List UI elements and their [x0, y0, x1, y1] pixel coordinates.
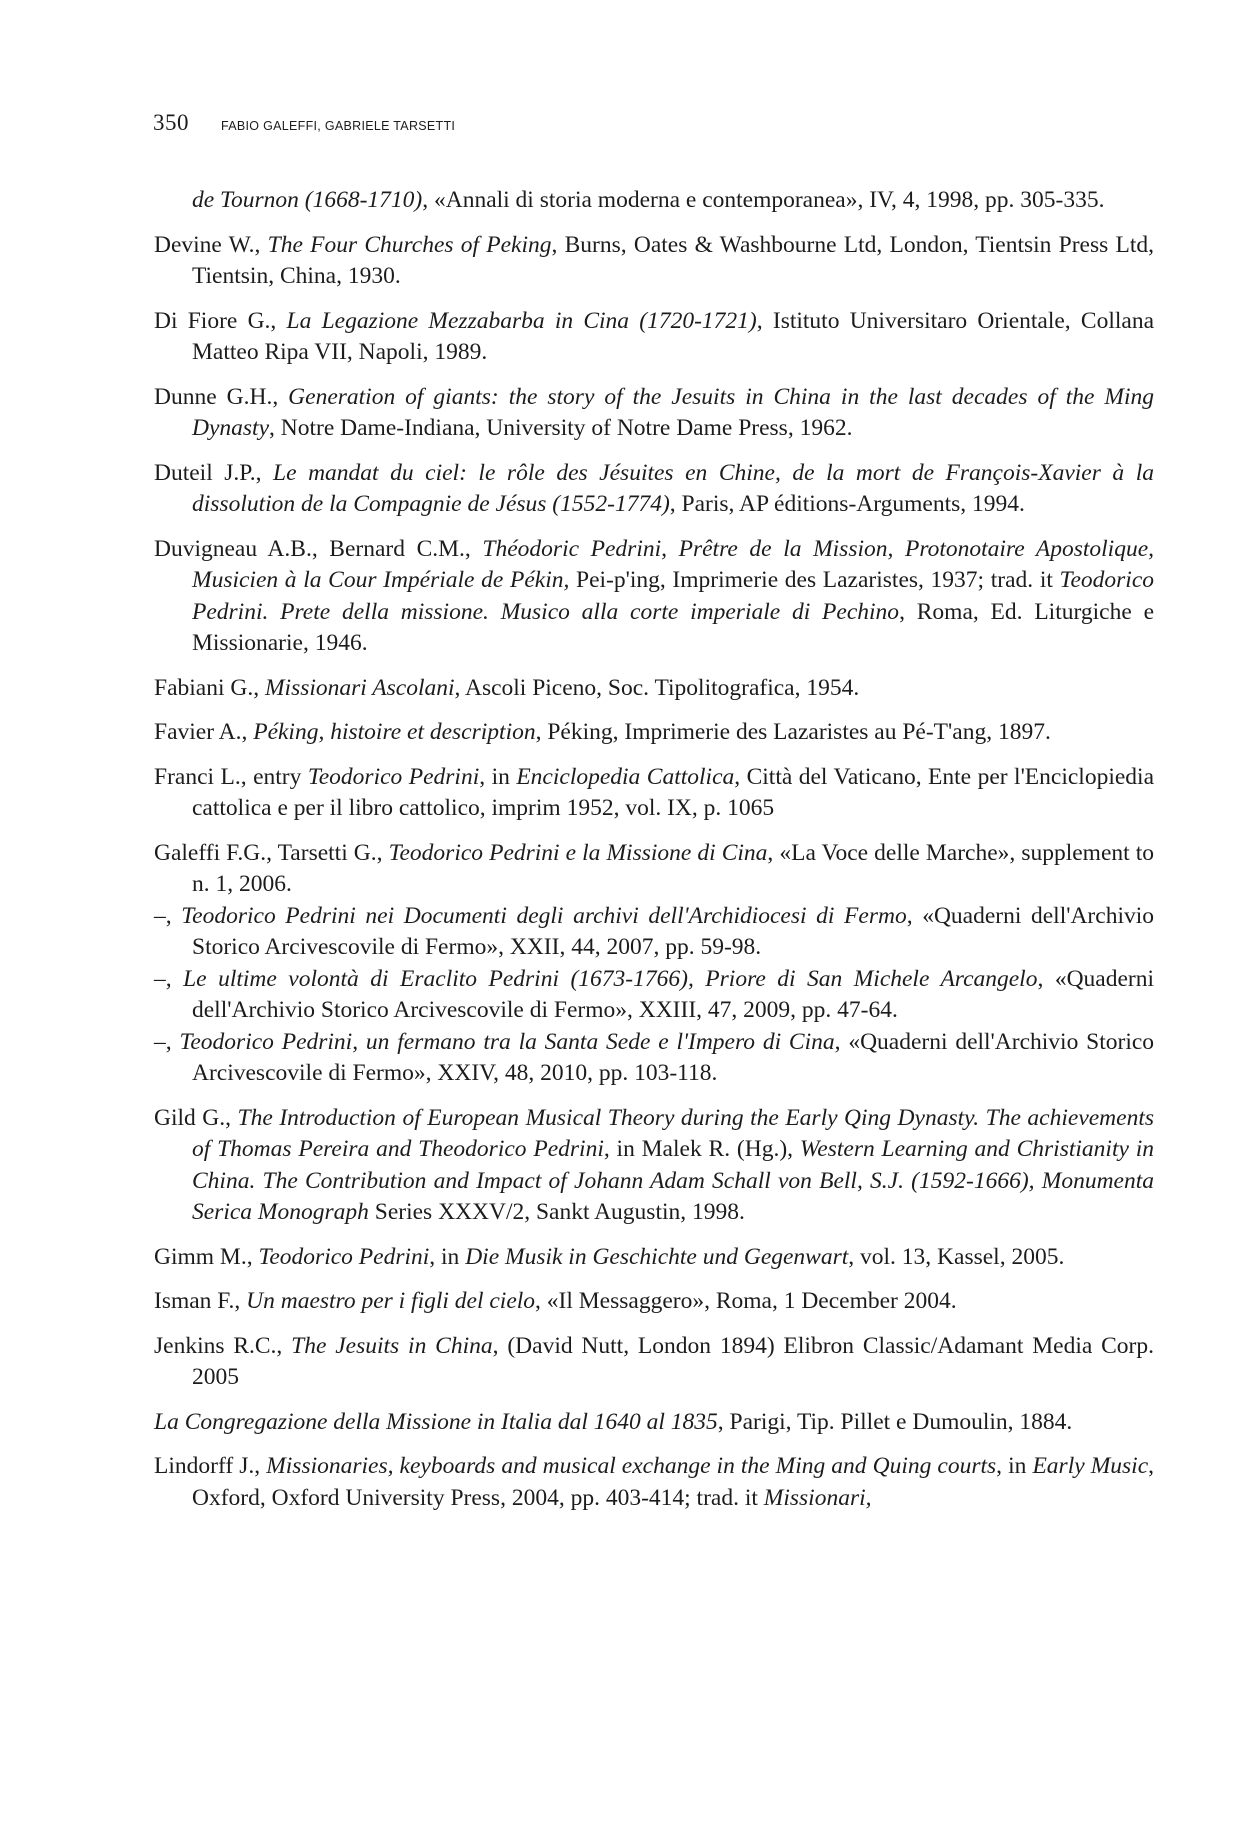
entry-text: , «Quaderni dell'Archivio Storico Arcivescovile di Fermo», XXIV, 48, 2010, pp. 103-118. — [192, 1028, 1155, 1086]
entry-text: , in — [479, 763, 517, 790]
entry-text: , Oxford, Oxford University Press, 2004, pp. 403-414; trad. it — [192, 1453, 1155, 1511]
running-head — [153, 110, 455, 136]
entry-text: , Parigi, Tip. Pillet e Dumoulin, 1884. — [717, 1408, 1073, 1435]
entry-title-italic: Enciclopedia Cattolica — [516, 763, 735, 790]
bibliography-entry — [154, 964, 1154, 1027]
entry-title-italic: Early Music — [1032, 1453, 1149, 1479]
entry-text: Galeffi F.G., Tarsetti G., — [154, 839, 389, 866]
bibliography-entry — [154, 306, 1154, 369]
entry-text: , «La Voce delle Marche», supplement to n. 1, 2006. — [192, 839, 1154, 897]
entry-text: Pei-p'ing, Imprimerie des Lazaristes, 1937; trad. it — [569, 567, 1060, 593]
entry-title-italic: La Legazione Mezzabarba in Cina (1720-1721) — [286, 307, 757, 334]
entry-text: Devine W., — [154, 231, 268, 258]
entry-title-italic: Le mandat du ciel: le rôle des Jésuites en Chine, de la mort de François-Xavier à la dissolution de la Compagnie de Jésus (1552-1774) — [192, 459, 1154, 517]
entry-text: Gild G., — [154, 1104, 238, 1131]
entry-text: Franci L., entry — [154, 763, 308, 790]
entry-title-italic: Péking, histoire et description — [253, 719, 536, 745]
entry-text: , Paris, AP éditions-Arguments, 1994. — [669, 491, 1025, 517]
entry-title-italic: Generation of giants: the story of the Jesuits in China in the last decades of the Ming Dynasty — [192, 383, 1154, 441]
entry-title-italic: Western Learning and Christianity in China. The Contribution and Impact of Johann Adam Schall von Bell, S.J. (1592-1666), Monumenta Serica Monograph — [192, 1136, 1155, 1225]
entry-text: Duvigneau A.B., Bernard C.M., — [154, 535, 483, 562]
entry-title-italic: Teodorico Pedrini, un fermano tra la Santa Sede e l'Impero di Cina — [179, 1028, 835, 1055]
entry-text: Jenkins R.C., — [154, 1332, 292, 1359]
entry-text: Favier A., — [154, 719, 254, 745]
entry-title-italic: Théodoric Pedrini, Prêtre de la Mission, Protonotaire Apostolique, Musicien à la Cour Impériale de Pékin, — [192, 535, 1154, 593]
entry-text: –, — [154, 902, 182, 929]
entry-text: Duteil J.P., — [154, 459, 274, 486]
bibliography-entry — [154, 1286, 1154, 1318]
entry-text: , (David Nutt, London 1894) Elibron Classic/Adamant Media Corp. 2005 — [192, 1332, 1154, 1390]
entry-text: , Città del Vaticano, Ente per l'Enciclopiedia cattolica e per il libro cattolico, imprim 1952, vol. IX, p. 1065 — [192, 763, 1155, 821]
bibliography-entry — [154, 534, 1154, 660]
entry-text: –, — [154, 965, 184, 992]
entry-title-italic: The Jesuits in China — [291, 1332, 493, 1359]
page-number: 350 — [153, 110, 189, 135]
entry-title-italic: Missionaries, keyboards and musical exchange in the Ming and Quing courts — [266, 1453, 997, 1479]
bibliography-entry — [154, 1103, 1154, 1229]
entry-text: , «Quaderni dell'Archivio Storico Arcivescovile di Fermo», XXIII, 47, 2009, pp. 47-64. — [192, 965, 1155, 1023]
entry-text: , in Malek R. (Hg.), — [603, 1136, 800, 1162]
entry-title-italic: Teodorico Pedrini e la Missione di Cina — [388, 839, 768, 866]
running-head-authors: FABIO GALEFFI, GABRIELE TARSETTI — [221, 119, 456, 133]
bibliography-entry — [154, 1451, 1154, 1514]
bibliography-entry — [154, 717, 1154, 749]
entry-text: Dunne G.H., — [154, 383, 289, 410]
entry-title-italic: Teodorico Pedrini — [307, 763, 480, 790]
bibliography-entry — [154, 762, 1154, 825]
entry-text: –, — [154, 1028, 180, 1055]
entry-title-italic: Missionari, — [763, 1484, 872, 1511]
entry-text: , in — [996, 1453, 1033, 1479]
entry-title-italic: Teodorico Pedrini. Prete della missione. Musico alla corte imperiale di Pechino — [192, 567, 1154, 625]
entry-text: Fabiani G., — [154, 674, 265, 701]
entry-text: , «Il Messaggero», Roma, 1 December 2004. — [535, 1288, 957, 1314]
entry-text: Di Fiore G., — [154, 307, 287, 334]
entry-text: , vol. 13, Kassel, 2005. — [848, 1243, 1065, 1270]
entry-text: Isman F., — [154, 1288, 247, 1314]
entry-title-italic: Le ultime volontà di Eraclito Pedrini (1673-1766), Priore di San Michele Arcangelo — [183, 965, 1038, 992]
entry-text: Series XXXV/2, Sankt Augustin, 1998. — [368, 1199, 745, 1225]
bibliography-entry — [154, 673, 1154, 705]
entry-title-italic: de Tournon (1668-1710) — [192, 187, 423, 213]
entry-text: , Notre Dame-Indiana, University of Notre Dame Press, 1962. — [269, 415, 853, 441]
entry-text: , Péking, Imprimerie des Lazaristes au Pé-T'ang, 1897. — [535, 719, 1051, 745]
entry-title-italic: Missionari Ascolani — [264, 674, 455, 701]
entry-text: , Roma, Ed. Liturgiche e Missionarie, 1946. — [192, 598, 1155, 656]
bibliography-entry — [154, 901, 1154, 964]
entry-text: , Istituto Universitaro Orientale, Collana Matteo Ripa VII, Napoli, 1989. — [192, 307, 1155, 365]
entry-title-italic: Un maestro per i figli del cielo — [246, 1288, 536, 1314]
bibliography-entry — [154, 230, 1154, 293]
bibliography-entry — [154, 458, 1154, 521]
entry-text: , «Quaderni dell'Archivio Storico Arcivescovile di Fermo», XXII, 44, 2007, pp. 59-98. — [192, 902, 1154, 960]
bibliography-entry — [154, 1331, 1154, 1394]
bibliography-list — [154, 185, 1154, 1527]
entry-text: , in — [429, 1243, 466, 1270]
bibliography-entry — [154, 838, 1154, 901]
entry-title-italic: The Introduction of European Musical Theory during the Early Qing Dynasty. The achievements of Thomas Pereira and Theodorico Pedrini — [192, 1104, 1155, 1162]
bibliography-entry — [154, 185, 1154, 217]
bibliography-entry — [154, 1242, 1154, 1274]
entry-title-italic: Die Musik in Geschichte und Gegenwart — [465, 1243, 849, 1270]
bibliography-entry — [154, 1027, 1154, 1090]
entry-title-italic: Teodorico Pedrini nei Documenti degli archivi dell'Archidiocesi di Fermo — [181, 902, 907, 929]
bibliography-entry — [154, 1407, 1154, 1439]
entry-text: Gimm M., — [154, 1243, 259, 1270]
entry-text: Lindorff J., — [154, 1453, 267, 1479]
entry-title-italic: La Congregazione della Missione in Italia dal 1640 al 1835 — [154, 1408, 718, 1435]
entry-text: , «Annali di storia moderna e contemporanea», IV, 4, 1998, pp. 305-335. — [422, 187, 1105, 213]
entry-title-italic: Teodorico Pedrini — [258, 1243, 430, 1270]
entry-text: , Ascoli Piceno, Soc. Tipolitografica, 1954. — [454, 674, 860, 701]
bibliography-entry — [154, 382, 1154, 445]
entry-title-italic: The Four Churches of Peking — [267, 231, 552, 258]
entry-text: , Burns, Oates & Washbourne Ltd, London, Tientsin Press Ltd, Tientsin, China, 1930. — [192, 231, 1154, 289]
